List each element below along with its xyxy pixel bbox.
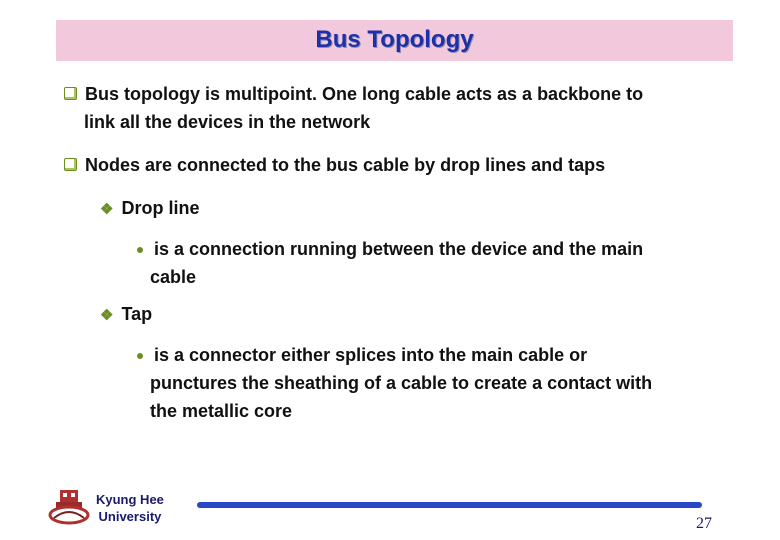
university-logo xyxy=(48,488,90,526)
q-box-bullet-icon xyxy=(64,87,77,100)
bullet-1 xyxy=(64,80,643,108)
tap-desc-line-1: is a connector either splices into the main cable or xyxy=(154,345,588,365)
page-number: 27 xyxy=(696,515,712,532)
drop-line-desc-cont xyxy=(150,263,196,291)
bullet-2-text: Nodes are connected to the bus cable by drop lines and taps xyxy=(85,155,606,175)
dot-bullet-icon xyxy=(137,353,143,359)
bullet-1-line-2: link all the devices in the network xyxy=(84,112,371,132)
drop-line-desc-line-1: is a connection running between the device and the main xyxy=(154,239,644,259)
tap-desc-cont-2 xyxy=(150,397,292,425)
sub-bullet-tap xyxy=(100,300,152,330)
drop-line-label: Drop line xyxy=(121,198,200,218)
dot-bullet-icon xyxy=(137,247,143,253)
bullet-1-cont xyxy=(84,108,370,136)
title-bar xyxy=(56,20,733,61)
sub-bullet-drop-line xyxy=(100,194,199,224)
page-title: Bus Topology xyxy=(315,26,474,53)
tap-label: Tap xyxy=(121,304,153,324)
tap-desc xyxy=(137,341,587,369)
drop-line-desc-line-2: cable xyxy=(150,267,197,287)
tap-desc-line-3: the metallic core xyxy=(150,401,293,421)
diamond-bullet-icon: ❖ xyxy=(100,307,114,324)
tap-desc-line-2: punctures the sheathing of a cable to create a contact with xyxy=(150,373,653,393)
diamond-bullet-icon: ❖ xyxy=(100,201,114,218)
footer-bar xyxy=(197,502,702,508)
university-name xyxy=(96,491,164,525)
university-line-2: University xyxy=(98,509,162,524)
bullet-1-line-1: Bus topology is multipoint. One long cable acts as a backbone to xyxy=(85,84,644,104)
q-box-bullet-icon xyxy=(64,158,77,171)
drop-line-desc xyxy=(137,235,643,263)
university-line-1: Kyung Hee xyxy=(96,492,164,507)
tap-desc-cont-1 xyxy=(150,369,652,397)
bullet-2 xyxy=(64,151,605,179)
